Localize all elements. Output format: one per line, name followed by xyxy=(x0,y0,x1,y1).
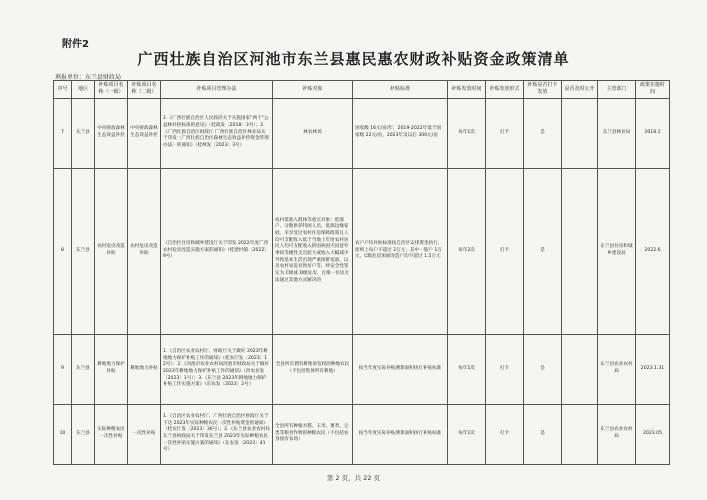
row-name2: 农村危房改造补助 xyxy=(128,168,161,334)
page-footer: 第 2 页，共 22 页 xyxy=(326,474,381,482)
row-public xyxy=(562,334,598,404)
column-header: 补贴对象 xyxy=(273,81,353,99)
row-form: 打卡 xyxy=(486,168,524,334)
row-impl: 2022.6 xyxy=(636,168,670,334)
row-time: 每年1次 xyxy=(448,404,486,464)
row-public xyxy=(562,168,598,334)
row-number: 9 xyxy=(54,334,72,404)
row-public xyxy=(562,404,598,464)
row-form: 打卡 xyxy=(486,404,524,464)
row-region: 东兰县 xyxy=(72,98,95,168)
row-card: 是 xyxy=(524,98,562,168)
reporting-unit: 填报单位：东兰县财政局 xyxy=(55,74,122,81)
row-target: 农村低收入群体等重点对象：低保户、分散供养特困人员、低保边缘家庭、未享受过农村住房保障政策且人均可支配收入低于当地上年度农村居民人均可支配收入的因病因灾因意外事故等刚性支出较大或收入大幅减少导致基本生活出现严重困难家庭，以及农村易返贫致贫户等，经安全性鉴定为 C级或 D级危房，且唯一住房无法通过其他方式解决的 xyxy=(273,168,353,334)
row-name1: 实际种粮农民一次性补贴 xyxy=(95,404,128,464)
document-title: 广西壮族自治区河池市东兰县惠民惠农财政补贴资金政策清单 xyxy=(137,50,570,68)
row-card: 是 xyxy=(524,404,562,464)
row-impl: 2023.05 xyxy=(636,404,670,464)
policy-table xyxy=(53,80,670,465)
row-method: 《自治区住房和城乡建设厅关于印发 2022年度广西农村危房改造实施方案的通知》（桂建村镇〔2022〕9号） xyxy=(161,168,273,334)
row-standard: 国家级 16元/亩/年，2019-2022年低于国家级 22元/亩，2023年及以后 300元/亩 xyxy=(353,98,448,168)
row-region: 东兰县 xyxy=(72,404,95,464)
row-standard: 按当年度实际补贴测算面积执行补贴标准 xyxy=(353,334,448,404)
row-region: 东兰县 xyxy=(72,334,95,404)
row-method: 1.《自治区农业农村厅、广西壮族自治区财政厅关于下达 2023年实际种粮农民一次性补贴资金的通知》（桂农厅发〔2023〕36号）；2.《东兰县农业农村局 东兰县财政局关于印发东兰县 2023年实际种粮农民一次性补贴实施方案的通知》（东农发〔2023〕41号） xyxy=(161,404,273,464)
row-dept: 东兰县农业农村局 xyxy=(598,334,636,404)
row-impl: 2018.1 xyxy=(636,98,670,168)
table-row xyxy=(54,404,670,464)
row-card: 是 xyxy=(524,334,562,404)
table-row xyxy=(54,334,670,404)
column-header: 补贴标准 xyxy=(353,81,448,99)
row-dept: 东兰县农业农村局 xyxy=(598,404,636,464)
row-name2: 中央财政森林生态效益补偿 xyxy=(128,98,161,168)
row-time: 每年1次 xyxy=(448,98,486,168)
row-number: 10 xyxy=(54,404,72,464)
column-header: 补贴项目名称（一级） xyxy=(95,81,128,99)
column-header: 序号 xyxy=(54,81,72,99)
row-dept: 东兰县住房和城乡建设局 xyxy=(598,168,636,334)
row-target: 全县所有种植水稻、玉米、薯类、豆类等粮食作物的种粮农民（不包括农垦国有农场） xyxy=(273,404,353,464)
row-time: 每年2次 xyxy=(448,168,486,334)
row-form: 打卡 xyxy=(486,334,524,404)
row-standard: 农户户均补助标准按自治区安排资金执行，原则上每户不超过 2万元；其中一般户 1万元，C级危房加固改造户均不超过 1.5万元 xyxy=(353,168,448,334)
table-row xyxy=(54,168,670,334)
row-name1: 耕地地力保护补贴 xyxy=(95,334,128,404)
row-number: 7 xyxy=(54,98,72,168)
row-form: 打卡 xyxy=(486,98,524,168)
column-header: 主管部门 xyxy=(598,81,636,99)
row-time: 每年1次 xyxy=(448,334,486,404)
column-header: 补贴项目管理办法 xyxy=(161,81,273,99)
table-header-row xyxy=(54,81,670,99)
row-public xyxy=(562,98,598,168)
row-target: 林农林场 xyxy=(273,98,353,168)
row-number: 8 xyxy=(54,168,72,334)
column-header: 补贴发放时间 xyxy=(448,81,486,99)
column-header: 补贴发放形式 xyxy=(486,81,524,99)
row-method: 1.《自治区农业农村厅、财政厅关于做好 2023年耕地地力保护补贴工作的通知》（桂农厅发〔2023〕12号）；2.《河池市农业农村局河池市财政局关于做好 2023年耕地地力保护补贴工作的通知》（河农业发〔2023〕1号）；3.《东兰县 2023年耕地地力保护补贴工作实施方案》（东农发〔2023〕2号） xyxy=(161,334,273,404)
row-target: 全县所有拥有耕地承包权的种地农民（不包括集体所有耕地） xyxy=(273,334,353,404)
row-region: 东兰县 xyxy=(72,168,95,334)
row-card: 是 xyxy=(524,168,562,334)
attachment-label: 附件2 xyxy=(62,39,89,50)
row-standard: 按当年度实际补贴测算面积执行补贴标准 xyxy=(353,404,448,464)
row-name2: 耕地地力补贴 xyxy=(128,334,161,404)
column-header: 地区 xyxy=(72,81,95,99)
row-name2: 一次性补贴 xyxy=(128,404,161,464)
row-dept: 东兰县林业局 xyxy=(598,98,636,168)
row-method: 1.《广西壮族自治区人民政府关于实施国家“两个”公益林补偿标准的意见》（桂政发〔2018〕3号）；2.《广西壮族自治区财政厅 广西壮族自治区林业局关于印发〈广西壮族自治区森林生态效益补偿资金管理办法〉的通知》（桂林发〔2023〕3号） xyxy=(161,98,273,168)
table-row xyxy=(54,98,670,168)
column-header: 政策实施时间 xyxy=(636,81,670,99)
column-header: 补贴项目名称（二级） xyxy=(128,81,161,99)
row-impl: 2023.1.31 xyxy=(636,334,670,404)
row-name1: 农村危房改造补助 xyxy=(95,168,128,334)
column-header: 是否及时公开 xyxy=(562,81,598,99)
row-name1: 中央财政森林生态效益补偿 xyxy=(95,98,128,168)
column-header: 补贴是否打卡发放 xyxy=(524,81,562,99)
